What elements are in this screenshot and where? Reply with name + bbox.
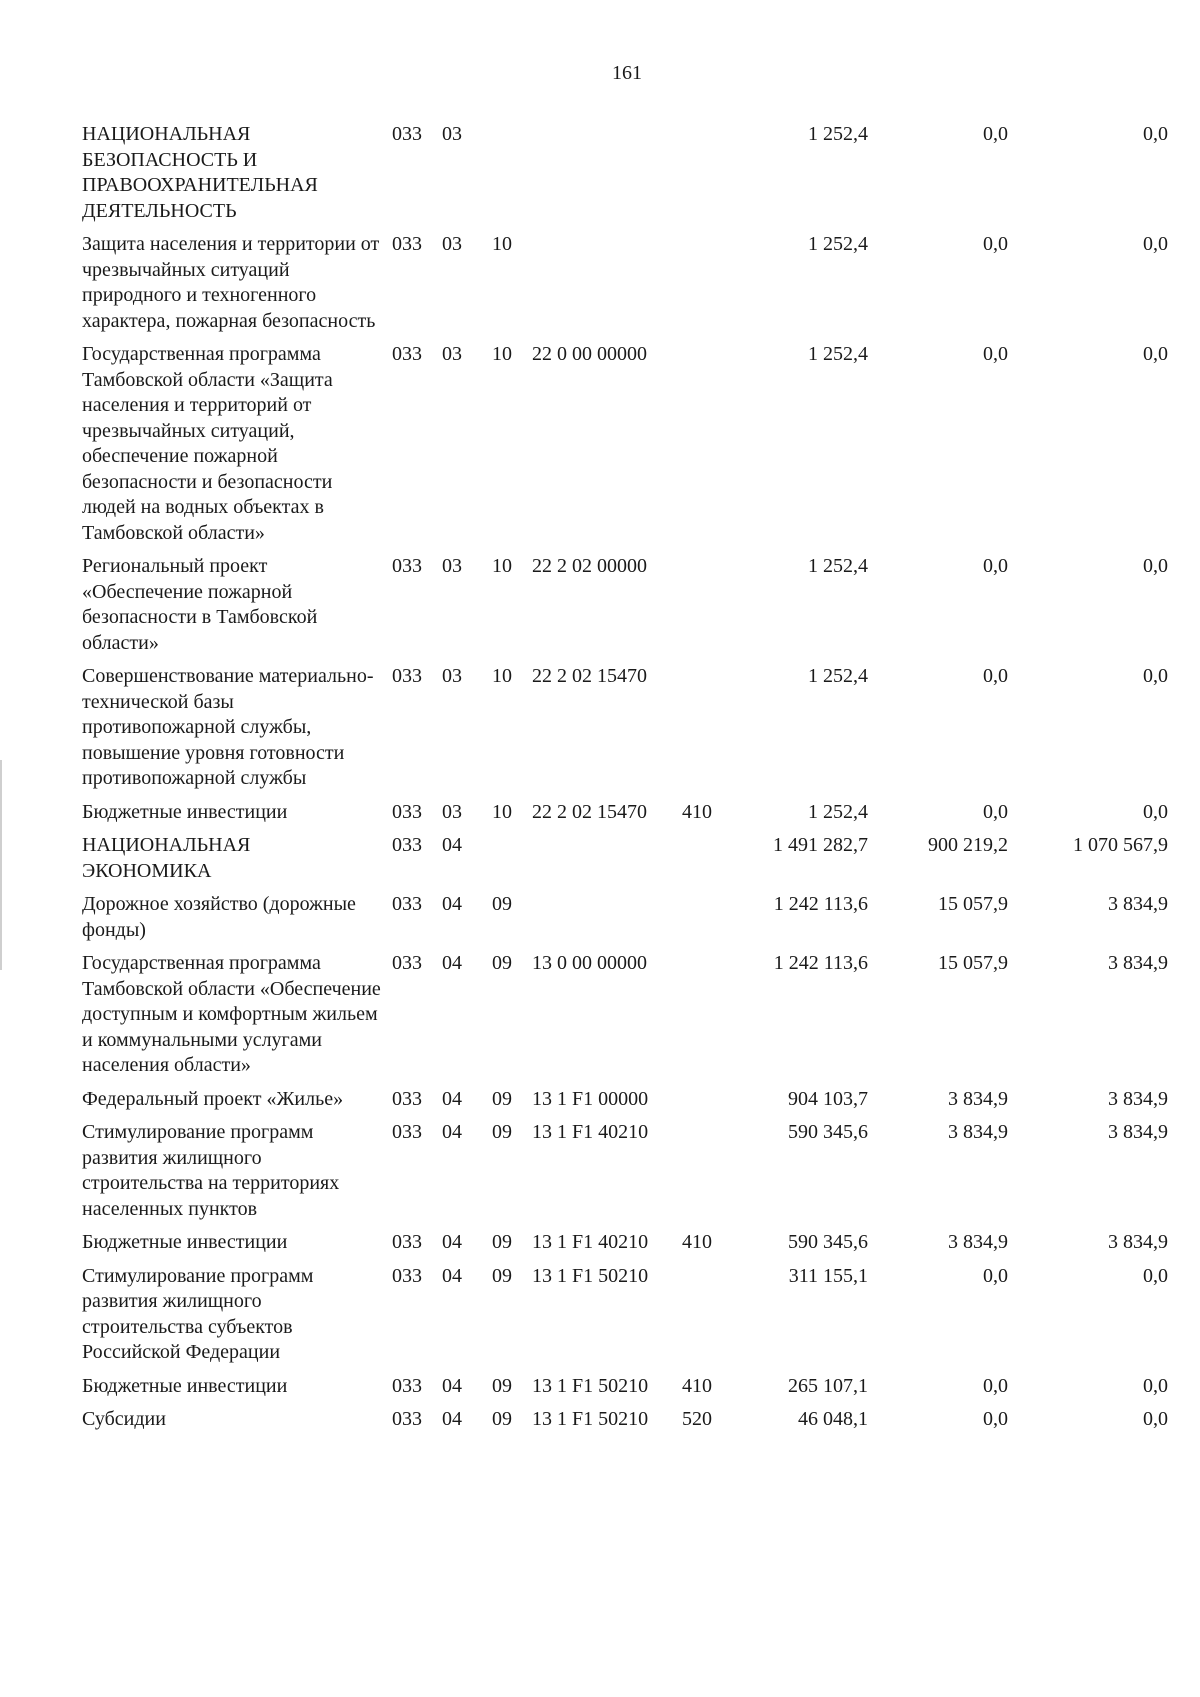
- row-section-code: 03: [442, 233, 462, 255]
- row-section-code: 04: [442, 952, 462, 974]
- row-expense-type-code: [682, 892, 738, 951]
- row-name: Государственная программа Тамбовской области «Обеспечение доступным и комфортным жильем и коммунальными услугами населения области»: [82, 952, 381, 1076]
- row-subsection-code: 10: [492, 800, 512, 823]
- row-amount-year-2: 0,0: [983, 343, 1008, 365]
- row-amount-year-3: 3 834,9: [1108, 1231, 1168, 1253]
- row-amount-year-2: 3 834,9: [948, 1121, 1008, 1143]
- row-department-code: 033: [392, 1264, 422, 1287]
- row-expense-type-code: [682, 1087, 738, 1121]
- row-department-code: 033: [392, 555, 422, 577]
- row-section-code: 03: [442, 343, 462, 365]
- row-department-code: 033: [392, 123, 422, 145]
- row-subsection-code: 09: [492, 1231, 512, 1253]
- row-target-article-code: [532, 833, 682, 892]
- row-section-code: 04: [442, 893, 462, 915]
- row-amount-year-1: 46 048,1: [798, 1408, 868, 1430]
- row-department-code: 033: [392, 233, 422, 255]
- row-amount-year-2: 0,0: [983, 1264, 1008, 1287]
- row-subsection-code: 09: [492, 1374, 512, 1397]
- row-amount-year-3: 3 834,9: [1108, 1121, 1168, 1143]
- row-amount-year-2: 0,0: [983, 1374, 1008, 1397]
- row-amount-year-1: 1 242 113,6: [773, 893, 868, 915]
- row-amount-year-2: 0,0: [983, 555, 1008, 577]
- row-subsection-code: 09: [492, 1087, 512, 1110]
- row-name: Стимулирование программ развития жилищного строительства на территориях населенных пунктов: [82, 1121, 340, 1220]
- table-row: [82, 833, 1168, 892]
- row-department-code: 033: [392, 1121, 422, 1143]
- table-row: [82, 892, 1168, 951]
- row-section-code: 04: [442, 834, 462, 856]
- row-amount-year-1: 590 345,6: [788, 1121, 868, 1143]
- row-subsection-code: 10: [492, 665, 512, 687]
- row-name: Стимулирование программ развития жилищного строительства субъектов Российской Федерации: [82, 1264, 314, 1363]
- row-name: Совершенствование материально-технической базы противопожарной службы, повышение уровня готовности противопожарной службы: [82, 665, 374, 789]
- row-name: Защита населения и территории от чрезвычайных ситуаций природного и техногенного характера, пожарная безопасность: [82, 233, 380, 332]
- row-amount-year-3: 3 834,9: [1108, 1087, 1168, 1110]
- row-expense-type-code: [682, 232, 738, 342]
- row-department-code: 033: [392, 1231, 422, 1253]
- table-row: [82, 1407, 1168, 1441]
- row-section-code: 03: [442, 123, 462, 145]
- row-amount-year-1: 1 252,4: [808, 123, 868, 145]
- row-expense-type-code: 410: [682, 800, 712, 823]
- row-name: Государственная программа Тамбовской области «Защита населения и территорий от чрезвычайных ситуаций, обеспечение пожарной безопасности и безопасности людей на водных объектах в Тамбовской области»: [82, 343, 333, 544]
- row-amount-year-2: 0,0: [983, 123, 1008, 145]
- row-expense-type-code: 520: [682, 1408, 712, 1430]
- row-name: Региональный проект «Обеспечение пожарной безопасности в Тамбовской области»: [82, 555, 318, 654]
- row-name: Бюджетные инвестиции: [82, 800, 288, 823]
- row-expense-type-code: 410: [682, 1374, 712, 1397]
- row-name: Бюджетные инвестиции: [82, 1231, 288, 1253]
- row-amount-year-2: 0,0: [983, 233, 1008, 255]
- row-target-article-code: 13 1 F1 50210: [532, 1264, 649, 1287]
- row-target-article-code: 22 2 02 15470: [532, 665, 647, 687]
- row-subsection-code: [492, 833, 532, 892]
- row-name: НАЦИОНАЛЬНАЯ ЭКОНОМИКА: [82, 834, 251, 882]
- row-section-code: 04: [442, 1264, 462, 1287]
- row-subsection-code: 09: [492, 1121, 512, 1143]
- row-amount-year-2: 0,0: [983, 1408, 1008, 1430]
- row-subsection-code: [492, 122, 532, 232]
- row-expense-type-code: [682, 1264, 738, 1374]
- table-row: [82, 800, 1168, 834]
- row-expense-type-code: [682, 554, 738, 664]
- row-target-article-code: [532, 892, 682, 951]
- row-amount-year-3: 0,0: [1143, 800, 1168, 823]
- row-amount-year-3: 0,0: [1143, 1264, 1168, 1287]
- scan-edge-line: [0, 760, 2, 970]
- row-name: Субсидии: [82, 1408, 166, 1430]
- row-target-article-code: 22 2 02 00000: [532, 555, 647, 577]
- row-amount-year-3: 0,0: [1143, 123, 1168, 145]
- row-amount-year-1: 1 252,4: [808, 343, 868, 365]
- row-amount-year-2: 900 219,2: [928, 834, 1008, 856]
- row-amount-year-1: 1 252,4: [808, 233, 868, 255]
- row-department-code: 033: [392, 343, 422, 365]
- row-subsection-code: 09: [492, 1264, 512, 1287]
- row-department-code: 033: [392, 1408, 422, 1430]
- row-subsection-code: 09: [492, 952, 512, 974]
- row-subsection-code: 10: [492, 555, 512, 577]
- row-name: Федеральный проект «Жилье»: [82, 1087, 344, 1110]
- row-amount-year-3: 0,0: [1143, 665, 1168, 687]
- table-row: [82, 951, 1168, 1087]
- row-target-article-code: 13 1 F1 40210: [532, 1231, 649, 1253]
- row-section-code: 03: [442, 665, 462, 687]
- row-target-article-code: [532, 122, 682, 232]
- table-row: [82, 232, 1168, 342]
- row-amount-year-1: 1 242 113,6: [773, 952, 868, 974]
- row-amount-year-2: 3 834,9: [948, 1087, 1008, 1110]
- row-amount-year-2: 0,0: [983, 800, 1008, 823]
- table-row: [82, 1087, 1168, 1121]
- row-target-article-code: 13 1 F1 50210: [532, 1408, 649, 1430]
- row-subsection-code: 10: [492, 233, 512, 255]
- table-row: [82, 664, 1168, 800]
- row-expense-type-code: [682, 342, 738, 554]
- row-section-code: 04: [442, 1374, 462, 1397]
- row-section-code: 04: [442, 1231, 462, 1253]
- row-amount-year-2: 15 057,9: [938, 893, 1008, 915]
- row-name: Дорожное хозяйство (дорожные фонды): [82, 893, 356, 941]
- table-row: [82, 1230, 1168, 1264]
- row-expense-type-code: [682, 833, 738, 892]
- table-row: [82, 122, 1168, 232]
- row-name: Бюджетные инвестиции: [82, 1374, 288, 1397]
- row-subsection-code: 09: [492, 1408, 512, 1430]
- row-department-code: 033: [392, 952, 422, 974]
- row-department-code: 033: [392, 1374, 422, 1397]
- row-expense-type-code: 410: [682, 1231, 712, 1253]
- row-amount-year-3: 0,0: [1143, 233, 1168, 255]
- row-amount-year-1: 904 103,7: [788, 1087, 868, 1110]
- row-amount-year-1: 265 107,1: [788, 1374, 868, 1397]
- row-subsection-code: 10: [492, 343, 512, 365]
- row-expense-type-code: [682, 951, 738, 1087]
- row-amount-year-3: 3 834,9: [1108, 952, 1168, 974]
- row-target-article-code: 13 0 00 00000: [532, 952, 647, 974]
- row-amount-year-3: 3 834,9: [1108, 893, 1168, 915]
- table-row: [82, 554, 1168, 664]
- row-amount-year-1: 1 491 282,7: [773, 834, 868, 856]
- row-target-article-code: 13 1 F1 00000: [532, 1087, 649, 1110]
- row-department-code: 033: [392, 665, 422, 687]
- row-expense-type-code: [682, 664, 738, 800]
- row-expense-type-code: [682, 1120, 738, 1230]
- row-amount-year-3: 0,0: [1143, 343, 1168, 365]
- row-amount-year-2: 3 834,9: [948, 1231, 1008, 1253]
- page-number: 161: [612, 62, 642, 84]
- row-section-code: 03: [442, 800, 462, 823]
- row-amount-year-1: 1 252,4: [808, 555, 868, 577]
- row-section-code: 04: [442, 1087, 462, 1110]
- row-amount-year-1: 311 155,1: [788, 1264, 868, 1287]
- row-amount-year-1: 590 345,6: [788, 1231, 868, 1253]
- table-row: [82, 1264, 1168, 1374]
- row-amount-year-1: 1 252,4: [808, 800, 868, 823]
- row-section-code: 04: [442, 1121, 462, 1143]
- row-amount-year-3: 1 070 567,9: [1073, 834, 1168, 856]
- row-target-article-code: [532, 232, 682, 342]
- row-subsection-code: 09: [492, 893, 512, 915]
- row-amount-year-1: 1 252,4: [808, 665, 868, 687]
- row-section-code: 03: [442, 555, 462, 577]
- row-amount-year-3: 0,0: [1143, 1408, 1168, 1430]
- row-amount-year-3: 0,0: [1143, 555, 1168, 577]
- table-body: [82, 122, 1168, 1441]
- row-target-article-code: 13 1 F1 50210: [532, 1374, 649, 1397]
- row-name: НАЦИОНАЛЬНАЯ БЕЗОПАСНОСТЬ И ПРАВООХРАНИТЕЛЬНАЯ ДЕЯТЕЛЬНОСТЬ: [82, 123, 318, 222]
- row-section-code: 04: [442, 1408, 462, 1430]
- row-target-article-code: 22 0 00 00000: [532, 343, 647, 365]
- table-row: [82, 342, 1168, 554]
- row-amount-year-2: 15 057,9: [938, 952, 1008, 974]
- budget-table: [82, 122, 1168, 1441]
- table-row: [82, 1120, 1168, 1230]
- table-row: [82, 1374, 1168, 1408]
- row-department-code: 033: [392, 800, 422, 823]
- row-target-article-code: 13 1 F1 40210: [532, 1121, 649, 1143]
- row-amount-year-3: 0,0: [1143, 1374, 1168, 1397]
- row-expense-type-code: [682, 122, 738, 232]
- row-department-code: 033: [392, 1087, 422, 1110]
- row-department-code: 033: [392, 893, 422, 915]
- row-department-code: 033: [392, 834, 422, 856]
- row-amount-year-2: 0,0: [983, 665, 1008, 687]
- row-target-article-code: 22 2 02 15470: [532, 800, 647, 823]
